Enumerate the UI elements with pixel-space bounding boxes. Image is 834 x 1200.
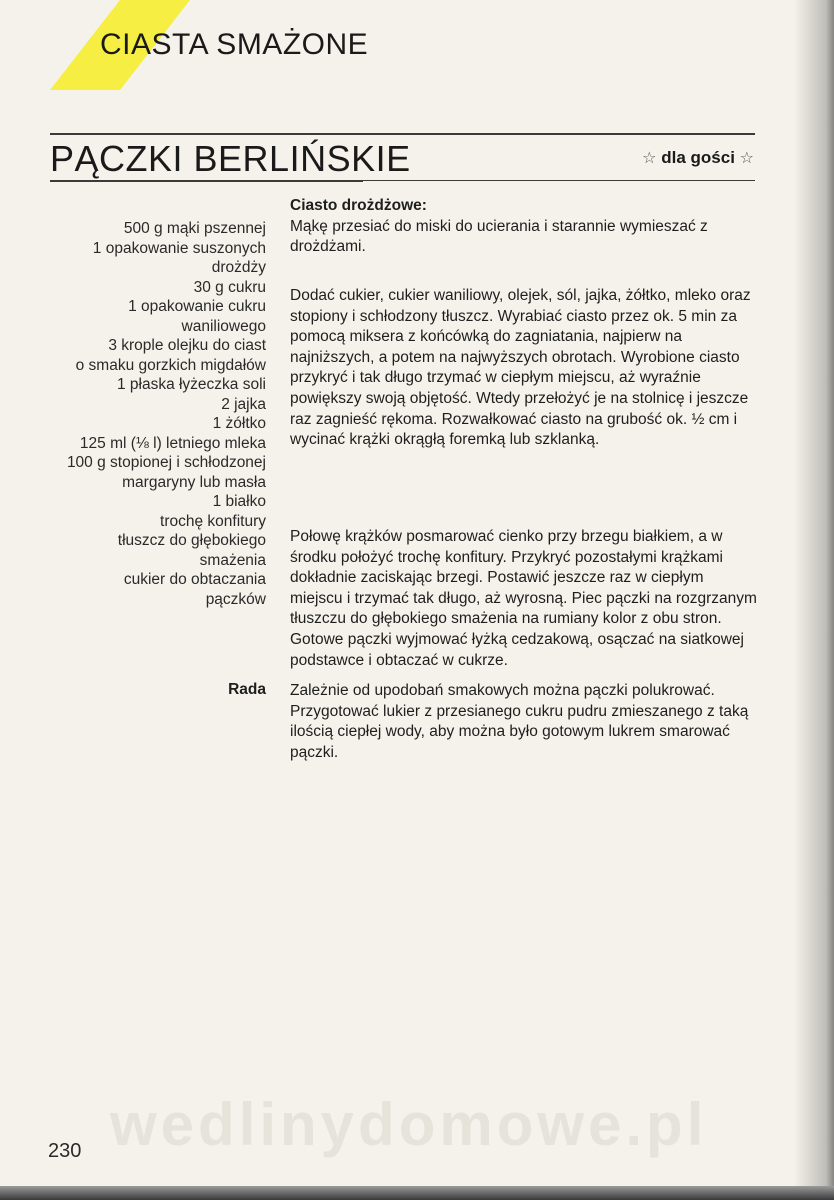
step-paragraph: Dodać cukier, cukier waniliowy, olejek, sól, jajka, żółtko, mleko oraz stopiony i schłodzony tłuszcz. Wyrabiać ciasto przez ok. 5 min za pomocą miksera z końcówką do zagniatania, najpierw na najniższych, a potem na najwyższych obrotach. Wyrobione ciasto przykryć i tak długo trzymać w ciepłym miejscu, aż wyraźnie powiększy swoją objętość. Wtedy przełożyć je na stolnicę i jeszcze raz zagnieść rękoma. Rozwałkować ciasto na grubość ok. ½ cm i wycinać krążki okrągłą foremką lub szklanką. — [290, 287, 751, 449]
ingredient-item: margaryny lub masła — [122, 473, 266, 491]
step-paragraph: Mąkę przesiać do miski do ucierania i starannie wymieszać z drożdżami. — [290, 217, 708, 256]
title-top-rule — [50, 133, 755, 135]
star-icon: ☆ — [642, 150, 657, 167]
ingredient-item: 1 opakowanie cukru — [128, 298, 266, 315]
ingredient-item: 500 g mąki pszennej — [123, 220, 266, 237]
ingredient-item: 1 białko — [212, 493, 266, 510]
dough-section — [290, 196, 760, 258]
dough-heading: Ciasto drożdżowe: — [290, 197, 427, 214]
step-paragraph: Połowę krążków posmarować cienko przy brzegu białkiem, a w środku położyć trochę konfitury. Przykryć pozostałymi krążkami dokładnie zaciskając brzegi. Postawić jeszcze raz w ciepłym miejscu i trzymać tak długo, aż wyrosną. Piec pączki na rozgrzanym tłuszczu do głębokiego smażenia na rumiany kolor z obu stron. Gotowe pączki wyjmować łyżką cedzakową, osączać na siatkowej podstawce i obtaczać w cukrze. — [290, 528, 757, 669]
guest-badge — [642, 148, 754, 168]
ingredient-item: cukier do obtaczania — [123, 571, 266, 588]
ingredient-item: tłuszcz do głębokiego — [117, 532, 266, 549]
recipe-title: PĄCZKI BERLIŃSKIE — [50, 138, 411, 179]
ingredients-list — [30, 219, 266, 609]
tip-paragraph: Zależnie od upodobań smakowych można pączki polukrować. Przygotować lukier z przesianego cukru pudru zmieszanego z taką ilością ciepłej wody, aby można było gotowym lukrem smarować pączki. — [290, 682, 749, 761]
ingredient-item: 3 krople olejku do ciast — [108, 337, 266, 354]
ingredient-item: smażenia — [199, 551, 266, 569]
section-title: CIASTA SMAŻONE — [100, 28, 369, 61]
page-edge-shadow — [794, 0, 834, 1200]
ingredient-item: 30 g cukru — [193, 278, 266, 296]
ingredient-item: waniliowego — [181, 317, 266, 335]
ingredient-item: 2 jajka — [221, 395, 266, 413]
tip-label: Rada — [228, 681, 266, 698]
ingredient-item: drożdży — [211, 259, 266, 276]
ingredient-item: 100 g stopionej i schłodzonej — [66, 454, 266, 471]
ingredient-item: 1 żółtko — [212, 415, 266, 432]
ingredient-item: o smaku gorzkich migdałów — [75, 356, 266, 374]
page-number: 230 — [48, 1140, 82, 1162]
ingredient-item: 125 ml (⅛ l) letniego mleka — [79, 434, 266, 452]
ingredient-item: 1 płaska łyżeczka soli — [116, 376, 266, 393]
star-icon: ☆ — [739, 150, 754, 167]
title-bottom-rule-right — [363, 180, 755, 181]
watermark: wedlinydomowe.pl — [110, 1091, 708, 1158]
page-bottom-edge — [0, 1186, 834, 1200]
ingredient-item: pączków — [205, 590, 266, 608]
ingredient-item: 1 opakowanie suszonych — [92, 239, 266, 257]
ingredient-item: trochę konfitury — [160, 512, 266, 530]
title-bottom-rule — [50, 180, 363, 182]
guest-badge-label: dla gości — [661, 148, 735, 167]
